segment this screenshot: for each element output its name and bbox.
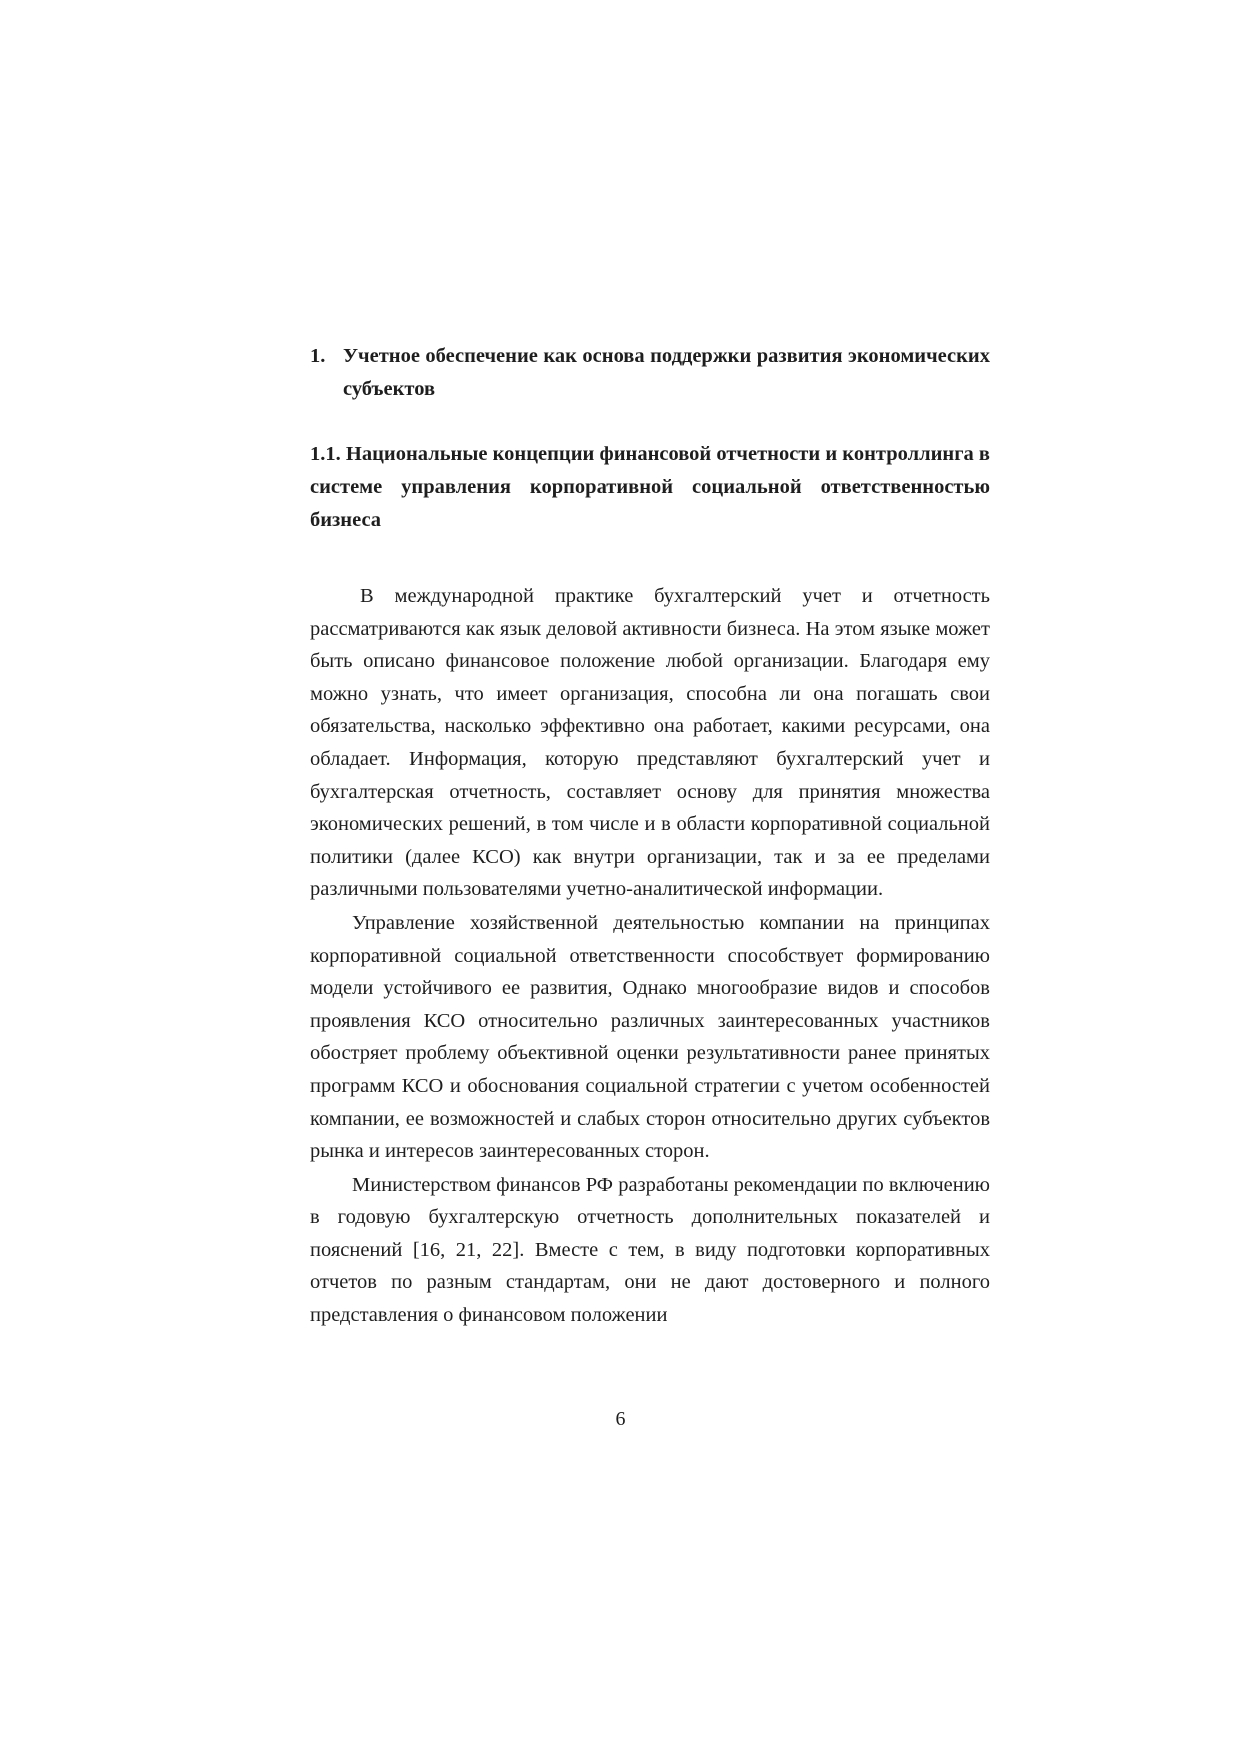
chapter-number: 1.: [310, 345, 326, 367]
chapter-title: Учетное обеспечение как основа поддержки развития экономических субъектов: [343, 345, 990, 400]
chapter-heading: [310, 340, 990, 406]
paragraph: В международной практике бухгалтерский учет и отчетность рассматриваются как язык деловой активности бизнеса. На этом языке может быть описано финансовое положение любой организации. Благодаря ему можно узнать, что имеет организация, способна ли она погашать свои обязательства, насколько эффективно она работает, какими ресурсами, она обладает. Информация, которую представляют бухгалтерский учет и бухгалтерская отчетность, составляет основу для принятия множества экономических решений, в том числе и в области корпоративной социальной политики (далее КСО) как внутри организации, так и за ее пределами различными пользователями учетно-аналитической информации.: [310, 585, 990, 901]
paragraph: Министерством финансов РФ разработаны рекомендации по включению в годовую бухгалтерскую отчетность дополнительных показателей и пояснений [16, 21, 22]. Вместе с тем, в виду подготовки корпоративных отчетов по разным стандартам, они не дают достоверного и полного представления о финансовом положении: [310, 1173, 990, 1327]
body-text: [310, 580, 990, 1332]
document-page: [310, 340, 990, 1332]
section-heading: 1.1. Национальные концепции финансовой отчетности и контроллинга в системе управления корпоративной социальной ответственностью бизнеса: [310, 443, 990, 531]
page-number: 6: [615, 1408, 626, 1430]
paragraph: Управление хозяйственной деятельностью компании на принципах корпоративной социальной ответственности способствует формированию модели устойчивого ее развития, Однако многообразие видов и способов проявления КСО относительно различных заинтересованных участников обостряет проблему объективной оценки результативности ранее принятых программ КСО и обоснования социальной стратегии с учетом особенностей компании, ее возможностей и слабых сторон относительно других субъектов рынка и интересов заинтересованных сторон.: [310, 911, 990, 1163]
